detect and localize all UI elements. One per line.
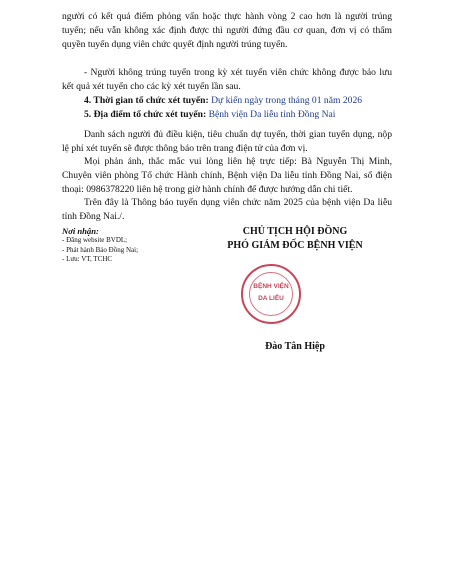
paragraph-tie-rule: người có kết quả điểm phỏng vấn hoặc thực hành vòng 2 cao hơn là người trúng tuyển; nếu vẫn không xác định được thì người đứng đầu cơ quan, đơn vị có thẩm quyền tuyển dụng viên chức quyết định người trúng tuyển. bbox=[62, 11, 392, 50]
recipient-item: - Đăng website BVDL; bbox=[62, 236, 128, 244]
paragraph-no-reserve: - Người không trúng tuyển trong kỳ xét tuyển viên chức không được bảo lưu kết quả xét tuyển cho các kỳ xét tuyển lần sau. bbox=[62, 67, 392, 92]
recipients-title: Nơi nhận: bbox=[62, 226, 99, 236]
recipient-item: - Lưu: VT, TCHC bbox=[62, 255, 113, 264]
item-location-label: 5. Địa điểm tổ chức xét tuyển: bbox=[84, 109, 207, 120]
signature-title-line1: CHỦ TỊCH HỘI ĐỒNG bbox=[242, 226, 348, 237]
item-time bbox=[62, 94, 392, 108]
paragraph-contact: Mọi phản ánh, thắc mắc vui lòng liên hệ trực tiếp: Bà Nguyễn Thị Minh, Chuyên viên phòng Tổ chức Hành chính, Bệnh viện Da liễu tỉnh Đồng Nai, số điện thoại: 0986378220 liên hệ trong giờ hành chính để được hướng dẫn chi tiết. bbox=[62, 156, 392, 195]
hospital-stamp bbox=[241, 264, 301, 324]
stamp-inner-ring bbox=[249, 272, 293, 316]
signature-title-line2: PHÓ GIÁM ĐỐC BỆNH VIỆN bbox=[227, 239, 363, 251]
signature-title-block bbox=[205, 225, 385, 252]
paragraph-candidate-list: Danh sách người đủ điều kiện, tiêu chuẩn dự tuyển, thời gian tuyển dụng, nộp lệ phí xét tuyển sẽ được thông báo trên trang điện tử của đơn vị. bbox=[62, 129, 392, 154]
recipients-block bbox=[62, 226, 212, 265]
item-time-value: Dự kiến ngày trong tháng 01 năm 2026 bbox=[208, 95, 363, 106]
item-location-value: Bệnh viện Da liễu tỉnh Đồng Nai bbox=[206, 109, 336, 120]
stamp-text-top: BỆNH VIỆN bbox=[253, 283, 289, 290]
stamp-text-bottom: DA LIỄU bbox=[258, 295, 284, 302]
paragraph-closing: Trên đây là Thông báo tuyển dụng viên chức năm 2025 của bệnh viện Da liễu tỉnh Đồng Nai./. bbox=[62, 197, 392, 222]
item-location bbox=[62, 108, 392, 122]
recipient-item: - Phát hành Báo Đồng Nai; bbox=[62, 245, 139, 254]
item-time-label: 4. Thời gian tổ chức xét tuyển: bbox=[84, 95, 209, 106]
signer-name: Đào Tân Hiệp bbox=[265, 341, 325, 352]
